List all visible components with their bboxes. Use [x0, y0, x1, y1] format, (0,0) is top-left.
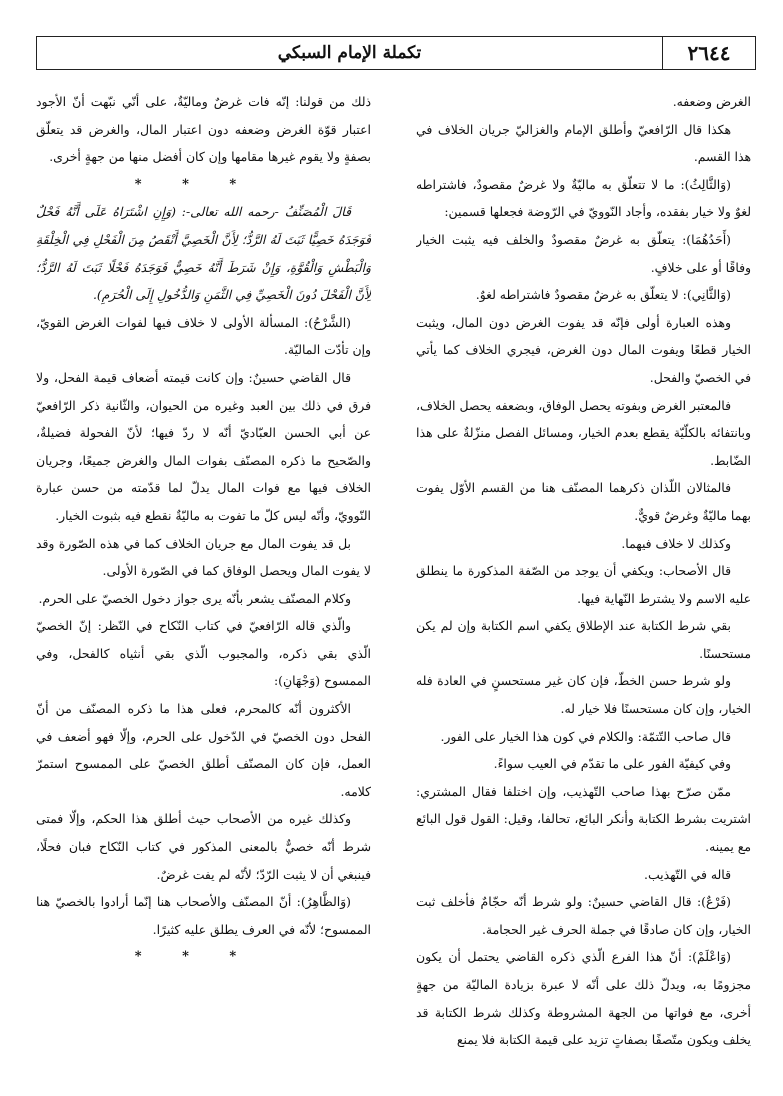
paragraph: بقي شرط الكتابة عند الإطلاق يكفي اسم الكتابة وإن لم يكن مستحسنًا. [416, 618, 751, 661]
section-divider: * * * [134, 949, 255, 965]
paragraph: قال القاضي حسينٌ: وإن كانت قيمته أضعاف قيمة الفحل، ولا فرق في ذلك بين العبد وغيره من الحيوان، والثّانية ذكر الرّافعيّ عن أبي الحسن العبّاديّ أنّه لا ردّ فيها؛ لأنّ الفحولة فضيلةٌ، والصّحيح ما ذكره المصنّف بفوات المال والغرض جميعًا، وجريان الخلاف فيها مع فوات المال يدلّ لما قدّمته من حسن عبارة النّوويّ، وأنّه ليس كلّ ما تفوت به ماليّةٌ نقطع فيه بثبوت الخيار. [36, 369, 371, 523]
paragraph: ولو شرط حسن الخطّ، فإن كان غير مستحسنٍ في العادة فله الخيار، وإن كان مستحسنًا فلا خيار له. [416, 673, 751, 717]
paragraph: ممّن صرّح بهذا صاحب التّهذيب، وإن اختلفا فقال المشتري: اشتريت بشرط الكتابة وأنكر البائع، تحالفا، وقيل: القول قول البائع مع يمينه. [416, 783, 751, 855]
paragraph: الأكثرون أنّه كالمحرم، فعلى هذا ما ذكره المصنّف من أنّ الفحل دون الخصيّ في الدّخول على الحرم، وإلّا فهو أضعف في العمل، فإن كان المصنّف أطلق الخصيّ على الممسوح استمرّ كلامه. [36, 701, 371, 799]
right-column [416, 88, 751, 1078]
paragraph: (أَحَدُهُمَا): يتعلّق به غرضٌ مقصودٌ والخلف فيه يثبت الخيار وفاقًا أو على خلافٍ. [416, 231, 751, 275]
paragraph: وكذلك غيره من الأصحاب حيث أطلق هذا الحكم، وإلّا فمتى شرط أنّه خصيٌّ بالمعنى المذكور في كتاب النّكاح فبان فحلًا، فينبغي أن لا يثبت الرّدّ؛ لأنّه لم يفت غرضٌ. [36, 811, 371, 882]
paragraph: قال الأصحاب: ويكفي أن يوجد من الصّفة المذكورة ما ينطلق عليه الاسم ولا يشترط النّهاية فيها. [416, 563, 751, 606]
paragraph: (وَالثَّالِثُ): ما لا تتعلّق به ماليّةٌ ولا غرضٌ مقصودٌ، فاشتراطه لغوٌ ولا خيار بفقده، وأجاد النّوويّ في الرّوضة فجعلها قسمين: [416, 176, 751, 220]
paragraph: والّذي قاله الرّافعيّ في كتاب النّكاح في النّظر: إنّ الخصيّ الّذي بقي ذكره، والمجبوب الّذي بقي أنثياه كالفحل، وفي الممسوح (وَجْهَانِ): [36, 618, 371, 689]
section-divider: * * * [134, 176, 255, 192]
page-number: ٢٦٤٤ [662, 37, 755, 69]
paragraph: (الشَّرْحُ): المسألة الأولى لا خلاف فيها لفوات الغرض القويّ، وإن تأدّت الماليّة. [36, 314, 371, 358]
paragraph: ذلك من قولنا: إنّه فات غرضٌ وماليّةٌ، على أنّي نبّهت أنّ الأجود اعتبار قوّة الغرض وضعفه دون اعتبار المال، والغرض قد يتعلّق بصفةٍ ولا يقوم غيرها مقامها وإن كان أفضل منها من جهةٍ أخرى. [36, 94, 371, 165]
paragraph: وفي كيفيّة الفور على ما تقدّم في العيب سواءً. [493, 756, 731, 772]
paragraph: بل قد يفوت المال مع جريان الخلاف كما في هذه الصّورة وقد لا يفوت المال ويحصل الوفاق كما في الصّورة الأولى. [36, 535, 371, 579]
paragraph: وكلام المصنّف يشعر بأنّه يرى جواز دخول الخصيّ على الحرم. [38, 590, 351, 606]
paragraph: (وَالظَّاهِرُ): أنّ المصنّف والأصحاب هنا إنّما أرادوا بالخصيّ هنا الممسوح؛ لأنّه في العرف يطلق عليه كثيرًا. [36, 894, 371, 937]
paragraph: الغرض وضعفه. [672, 94, 751, 109]
paragraph: (وَاعْلَمْ): أنّ هذا الفرع الّذي ذكره القاضي يحتمل أن يكون مجزومًا به، ويدلّ ذلك على أنّه لا عبرة بزيادة الماليّة من جهةٍ أخرى، مع فواتها من الجهة المشروطة وكذلك شرط الكتابة قد يخلف ويكون متّصفًا بصفاتٍ تزيد على قيمة الكتابة فلا يمنع [416, 949, 751, 1048]
paragraph: هكذا قال الرّافعيّ وأطلق الإمام والغزاليّ جريان الخلاف في هذا القسم. [416, 121, 751, 165]
paragraph: قال صاحب التّتمّة: والكلام في كون هذا الخيار على الفور. [440, 728, 731, 744]
left-column [36, 88, 371, 1078]
paragraph: فالمعتبر الغرض وبفوته يحصل الوفاق، وبضعفه يحصل الخلاف، وبانتفائه بالكلّيّة يقطع بعدم الخيار، ومسائل الفصل منزّلةٌ على هذا الضّابط. [416, 397, 751, 468]
paragraph: (وَالثَّانِي): لا يتعلّق به غرضٌ مقصودٌ فاشتراطه لغوٌ. [475, 287, 731, 303]
book-title: تكملة الإمام السبكي [277, 43, 422, 63]
page-header [36, 36, 756, 70]
paragraph: وهذه العبارة أولى فإنّه قد يفوت الغرض دون المال، ويثبت الخيار قطعًا ويفوت المال دون الغرض، فيجري الخلاف كما يأتي في الخصيّ والفحل. [416, 314, 751, 385]
paragraph: وكذلك لا خلاف فيهما. [621, 535, 731, 551]
matn-paragraph: قَالَ الْمُصَنِّفُ -رحمه الله تعالى-: (وَإِنِ اشْتَرَاهُ عَلَى أَنَّهُ فَحْلٌ فَوَجَدَهُ خَصِيًّا ثَبَتَ لَهُ الرَّدُّ؛ لِأَنَّ الْخَصِيَّ أَنْقَصُ مِنَ الْفَحْلِ فِي الْخِلْقَةِ وَالْبَطْشِ وَالْقُوَّةِ، وَإِنْ شَرَطَ أَنَّهُ خَصِيٌّ فَوَجَدَهُ فَحْلًا ثَبَتَ لَهُ الرَّدُّ؛ لِأَنَّ الْفَحْلَ دُونَ الْخَصِيِّ فِي الثَّمَنِ وَالدُّخُولِ إِلَى الْحُرَمِ). [36, 204, 371, 303]
paragraph: فالمثالان اللّذان ذكرهما المصنّف هنا من القسم الأوّل يفوت بهما ماليّةٌ وغرضٌ قويٌّ. [416, 480, 751, 523]
paragraph: قاله في التّهذيب. [644, 866, 731, 882]
paragraph: (فَرْعٌ): قال القاضي حسينٌ: ولو شرط أنّه حجّامٌ فأخلف ثبت الخيار، وإن كان صادقًا في جملة الحرف غير الحجامة. [416, 894, 751, 937]
